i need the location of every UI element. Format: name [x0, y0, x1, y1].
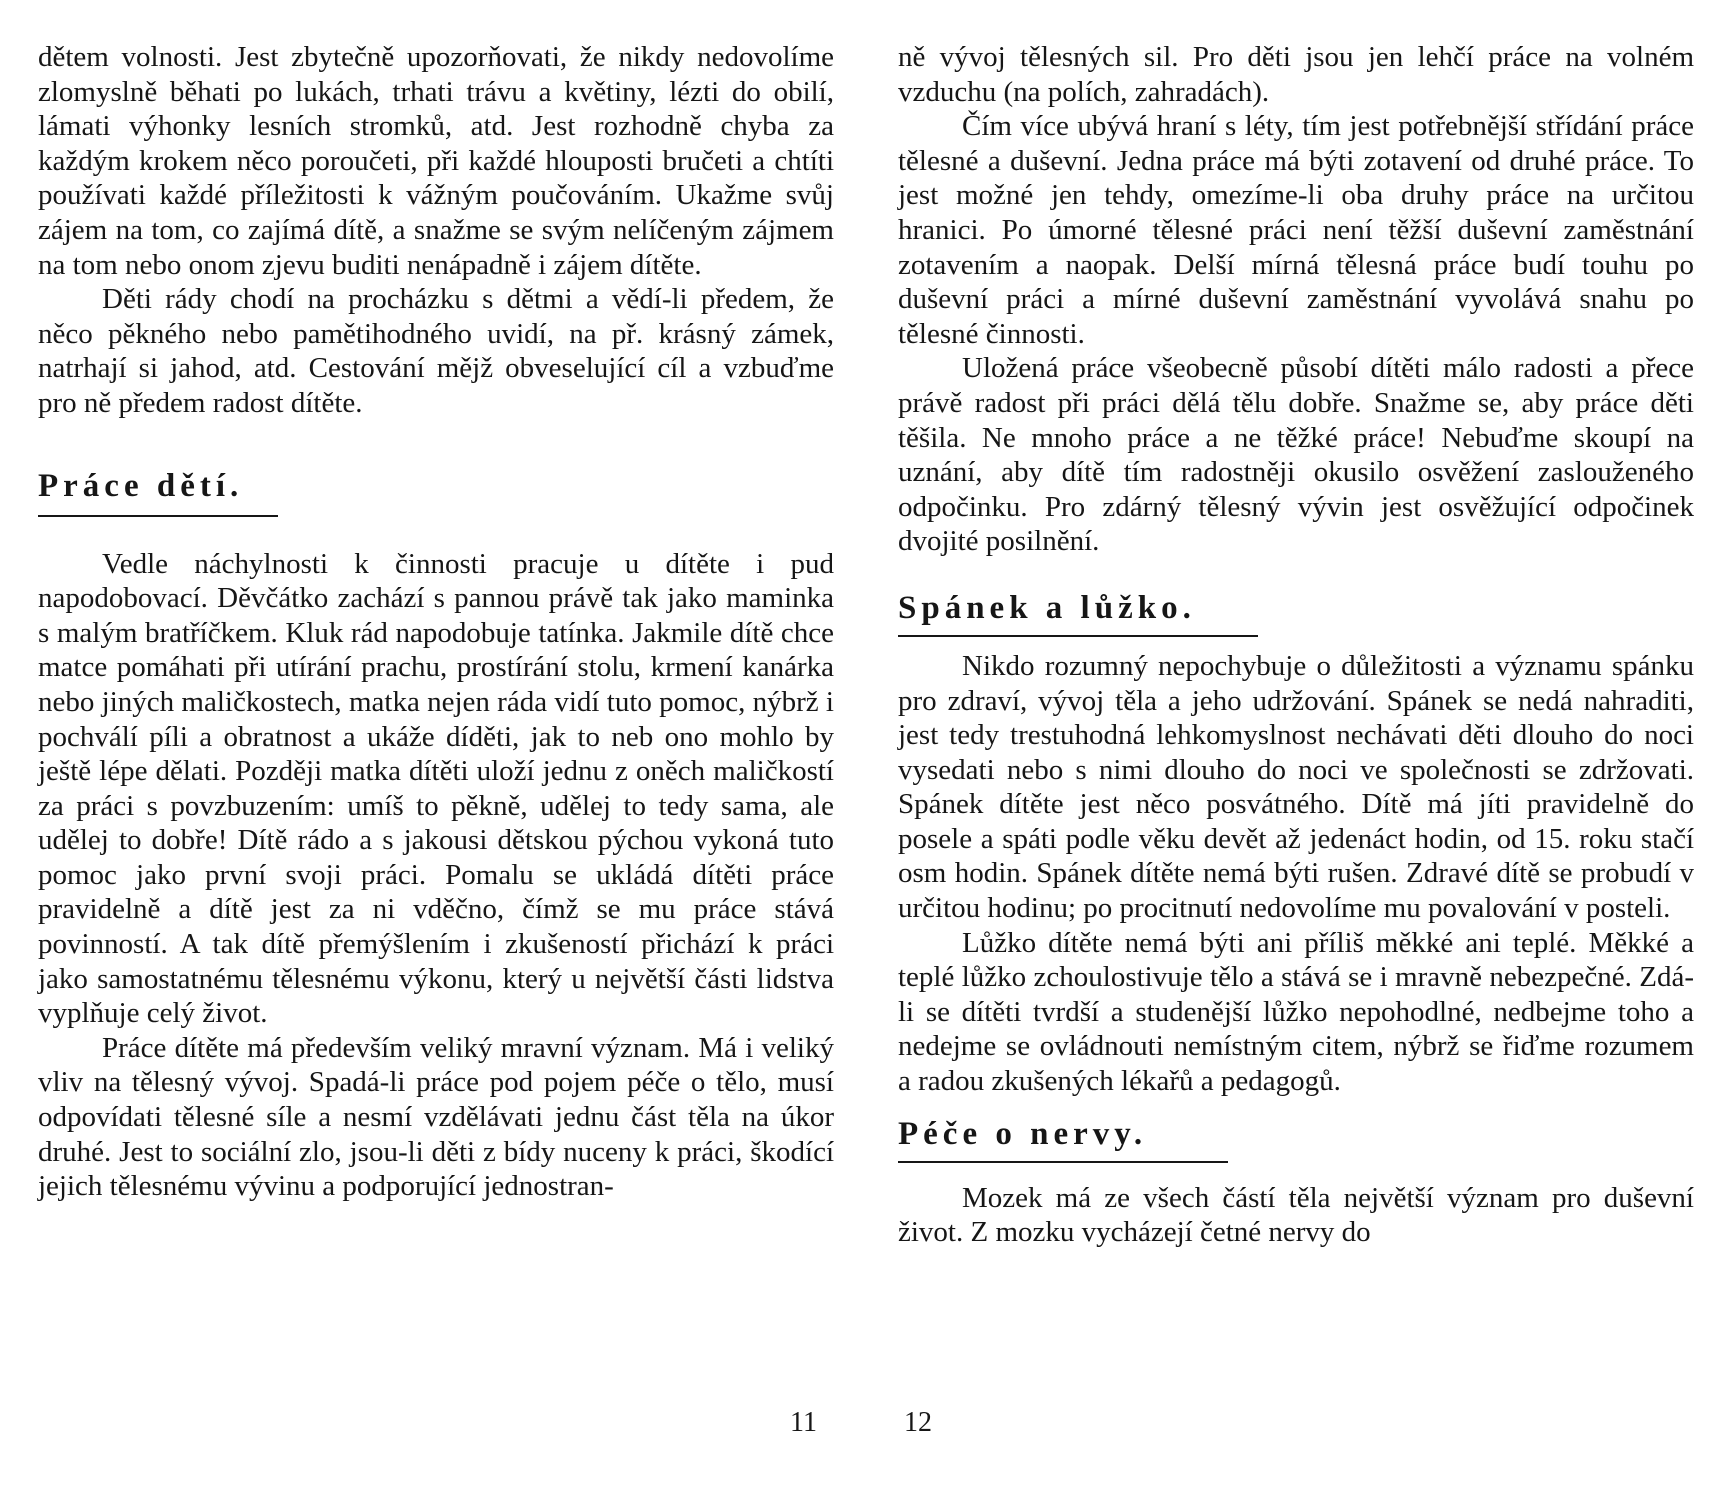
paragraph: Čím více ubývá hraní s léty, tím jest potřebnější střídání práce tělesné a duševní. Jedna práce má býti zotavení od druhé práce. To jest možné jen tehdy, omezíme-li oba druhy práce na určitou hranici. Po úmorné tělesné práci není těžší duševní zaměstnání zotavením a naopak. Delší mírná tělesná práce budí touhu po duševní práci a mírné duševní zaměstnání vyvolává snahu po tělesné činnosti.: [898, 110, 1694, 350]
paragraph: Lůžko dítěte nemá býti ani příliš měkké ani teplé. Měkké a teplé lůžko zchoulostivuje tělo a stává se i mravně nebezpečné. Zdá-li se dítěti tvrdší a studenější lůžko nepohodlné, nedbejme toho a nedejme se ovládnouti nemístným citem, nýbrž se řiďme rozumem a radou zkušených lékařů a pedagogů.: [898, 926, 1694, 1098]
heading-underline: [898, 635, 1258, 637]
heading-underline: [898, 1161, 1228, 1163]
heading-underline: [38, 515, 278, 517]
paragraph: Uložená práce všeobecně působí dítěti málo radosti a přece právě radost při práci dělá tělu dobře. Snažme se, aby práce děti těšila. Ne mnoho práce a ne těžké práce! Nebuďme skoupí na uznání, aby dítě tím radostněji okusilo osvěžení zaslouženého odpočinku. Pro zdárný tělesný vývin jest osvěžující odpočinek dvojité posilnění.: [898, 352, 1694, 558]
paragraph: dětem volnosti. Jest zbytečně upozorňovati, že nikdy nedovolíme zlomyslně běhati po lukách, trhati trávu a květiny, lézti do obilí, lámati výhonky lesních stromků, atd. Jest rozhodně chyba za každým krokem něco poroučeti, při každé hlouposti bručeti a chtíti používati každé příležitosti k vážným poučováním. Ukažme svůj zájem na tom, co zajímá dítě, a snažme se svým nelíčeným zájmem na tom nebo onom zjevu buditi nenápadně i zájem dítěte.: [38, 41, 834, 281]
paragraph: ně vývoj tělesných sil. Pro děti jsou jen lehčí práce na volném vzduchu (na polích, zahradách).: [898, 41, 1694, 108]
paragraph: Práce dítěte má především veliký mravní význam. Má i veliký vliv na tělesný vývoj. Spadá-li práce pod pojem péče o tělo, musí odpovídati tělesné síle a nesmí vzdělávati jednu část těla na úkor druhé. Jest to sociální zlo, jsou-li děti z bídy nuceny k práci, škodící jejich tělesnému vývinu a podporující jednostran-: [38, 1031, 834, 1203]
right-page: [898, 40, 1694, 1250]
paragraph: Vedle náchylnosti k činnosti pracuje u dítěte i pud napodobovací. Děvčátko zachází s pannou právě tak jako maminka s malým bratříčkem. Kluk rád napodobuje tatínka. Jakmile dítě chce matce pomáhati při utírání prachu, prostírání stolu, krmení kanárka nebo jiných maličkostech, matka nejen ráda vidí tuto pomoc, nýbrž i pochválí píli a obratnost a ukáže díděti, jak to neb ono mohlo by ještě lépe dělati. Později matka dítěti uloží jednu z oněch maličkostí za práci s povzbuzením: umíš to pěkně, udělej to tedy sama, ale udělej to dobře! Dítě rádo a s jakousi dětskou pýchou vykoná tuto pomoc jako první svoji práci. Pomalu se ukládá dítěti práce pravidelně a dítě jest za ni vděčno, čímž se mu práce stává povinností. A tak dítě přemýšlením i zkušeností přichází k práci jako samostatnému tělesnému výkonu, který u největší části lidstva vyplňuje celý život.: [38, 547, 834, 1030]
paragraph: Mozek má ze všech částí těla největší význam pro duševní život. Z mozku vycházejí četné nervy do: [898, 1181, 1694, 1249]
paragraph: Nikdo rozumný nepochybuje o důležitosti a významu spánku pro zdraví, vývoj těla a jeho udržování. Spánek se nedá nahraditi, jest tedy trestuhodná lehkomyslnost nechávati děti dlouho do noci vysedati nebo s nimi dlouho do noci ve společnosti se zdržovati. Spánek dítěte jest něco posvátného. Dítě má jíti pravidelně do posele a spáti podle věku devět až jedenáct hodin, od 15. roku stačí osm hodin. Spánek dítěte nemá býti rušen. Zdravé dítě se probudí v určitou hodinu; po procitnutí nedovolíme mu povalování v posteli.: [898, 649, 1694, 925]
page-number: 12: [904, 1407, 932, 1438]
section-heading: Péče o nervy.: [898, 1115, 1148, 1152]
page-number: 11: [790, 1407, 817, 1438]
section-heading: Spánek a lůžko.: [898, 589, 1196, 626]
section-heading: Práce dětí.: [38, 467, 244, 504]
left-page: [38, 40, 834, 1204]
paragraph: Děti rády chodí na procházku s dětmi a vědí-li předem, že něco pěkného nebo pamětihodného uvidí, na př. krásný zámek, natrhají si jahod, atd. Cestování mějž obveselující cíl a vzbuďme pro ně předem radost dítěte.: [38, 283, 834, 419]
